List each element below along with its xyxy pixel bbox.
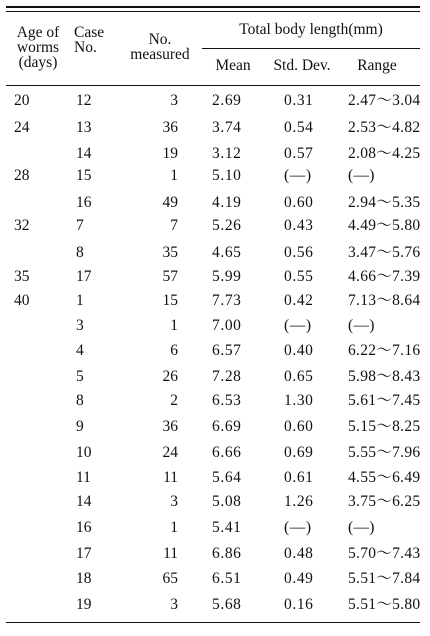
cell-std-dev: 0.55 [284, 268, 314, 285]
cell-mean: 6.51 [212, 570, 242, 587]
header-age-label: Age of worms (days) [16, 24, 60, 71]
cell-range: 5.15～8.25 [348, 418, 421, 435]
cell-range: 5.51～7.84 [348, 570, 421, 587]
cell-range: 6.22～7.16 [348, 342, 421, 359]
cell-mean: 4.19 [212, 194, 242, 211]
cell-range: 5.70～7.43 [348, 545, 421, 562]
cell-mean: 7.73 [212, 292, 242, 309]
cell-mean: 6.53 [212, 392, 242, 409]
cell-case: 12 [76, 92, 92, 109]
cell-case: 16 [76, 194, 92, 211]
cell-case: 14 [76, 145, 92, 162]
cell-case: 15 [76, 167, 92, 184]
cell-age: 35 [14, 268, 30, 285]
cell-range: 3.47～5.76 [348, 244, 421, 261]
cell-case: 14 [76, 493, 92, 510]
cell-std-dev: (—) [284, 167, 312, 184]
cell-measured: 57 [162, 268, 178, 285]
cell-case: 17 [76, 545, 92, 562]
cell-measured: 26 [162, 368, 178, 385]
cell-age: 24 [14, 119, 30, 136]
cell-mean: 5.99 [212, 268, 242, 285]
cell-range: 2.08～4.25 [348, 145, 421, 162]
cell-measured: 49 [162, 194, 178, 211]
cell-std-dev: 0.60 [284, 194, 314, 211]
cell-age: 28 [14, 167, 30, 184]
cell-measured: 65 [162, 570, 178, 587]
cell-age: 20 [14, 92, 30, 109]
header-range: Range [357, 57, 397, 74]
cell-mean: 5.26 [212, 217, 242, 234]
cell-range: 5.61～7.45 [348, 392, 421, 409]
cell-range: 4.55～6.49 [348, 469, 421, 486]
cell-range: (—) [348, 317, 375, 334]
cell-measured: 11 [163, 545, 178, 562]
cell-measured: 35 [162, 244, 178, 261]
cell-range: 2.53～4.82 [348, 119, 421, 136]
cell-measured: 24 [162, 444, 178, 461]
header-std-dev: Std. Dev. [273, 57, 331, 74]
cell-measured: 7 [170, 217, 178, 234]
cell-mean: 6.86 [212, 545, 242, 562]
cell-measured: 3 [170, 596, 178, 613]
cell-std-dev: 0.65 [284, 368, 314, 385]
cell-mean: 6.69 [212, 418, 242, 435]
header-mean: Mean [215, 57, 251, 74]
cell-mean: 5.41 [212, 519, 242, 536]
cell-mean: 7.28 [212, 368, 242, 385]
cell-mean: 3.12 [212, 145, 242, 162]
cell-range: 5.98～8.43 [348, 368, 421, 385]
cell-std-dev: 0.56 [284, 244, 314, 261]
cell-range: 4.66～7.39 [348, 268, 421, 285]
cell-case: 11 [76, 469, 91, 486]
cell-measured: 36 [162, 418, 178, 435]
cell-range: 4.49～5.80 [348, 217, 421, 234]
cell-case: 1 [76, 292, 84, 309]
cell-measured: 1 [170, 519, 178, 536]
cell-case: 17 [76, 268, 92, 285]
cell-measured: 6 [170, 342, 178, 359]
cell-measured: 19 [162, 145, 178, 162]
cell-std-dev: (—) [284, 519, 312, 536]
cell-mean: 5.64 [212, 469, 242, 486]
cell-case: 16 [76, 519, 92, 536]
cell-std-dev: 0.16 [284, 596, 314, 613]
cell-std-dev: 0.57 [284, 145, 314, 162]
cell-measured: 11 [163, 469, 178, 486]
cell-case: 3 [76, 317, 84, 334]
cell-case: 7 [76, 217, 84, 234]
cell-mean: 2.69 [212, 92, 242, 109]
cell-case: 8 [76, 244, 84, 261]
header-measured-label: No. measured [130, 31, 190, 63]
cell-case: 9 [76, 418, 84, 435]
cell-case: 10 [76, 444, 92, 461]
cell-case: 13 [76, 119, 92, 136]
cell-std-dev: 0.31 [284, 92, 314, 109]
cell-std-dev: 0.43 [284, 217, 314, 234]
cell-case: 8 [76, 392, 84, 409]
cell-age: 40 [14, 292, 30, 309]
cell-range: 5.55～7.96 [348, 444, 421, 461]
cell-std-dev: 0.61 [284, 469, 314, 486]
cell-range: 7.13～8.64 [348, 292, 421, 309]
cell-std-dev: 0.60 [284, 418, 314, 435]
cell-std-dev: 0.40 [284, 342, 314, 359]
cell-std-dev: 0.69 [284, 444, 314, 461]
cell-std-dev: 1.26 [284, 493, 314, 510]
cell-case: 18 [76, 570, 92, 587]
cell-age: 32 [14, 217, 30, 234]
cell-std-dev: 0.54 [284, 119, 314, 136]
cell-measured: 1 [170, 317, 178, 334]
header-case-label: Case No. [74, 24, 105, 56]
cell-mean: 7.00 [212, 317, 242, 334]
cell-measured: 15 [162, 292, 178, 309]
cell-std-dev: 0.42 [284, 292, 314, 309]
cell-range: 2.47～3.04 [348, 92, 421, 109]
cell-measured: 2 [170, 392, 178, 409]
cell-measured: 3 [170, 493, 178, 510]
cell-std-dev: (—) [284, 317, 312, 334]
cell-measured: 1 [170, 167, 178, 184]
cell-mean: 6.66 [212, 444, 242, 461]
cell-case: 19 [76, 596, 92, 613]
cell-measured: 36 [162, 119, 178, 136]
cell-mean: 5.10 [212, 167, 242, 184]
cell-range: 2.94～5.35 [348, 194, 421, 211]
cell-case: 4 [76, 342, 84, 359]
cell-mean: 5.68 [212, 596, 242, 613]
cell-std-dev: 1.30 [284, 392, 314, 409]
cell-case: 5 [76, 368, 84, 385]
cell-range: 5.51～5.80 [348, 596, 421, 613]
cell-mean: 3.74 [212, 119, 242, 136]
cell-std-dev: 0.49 [284, 570, 314, 587]
cell-mean: 5.08 [212, 493, 242, 510]
cell-range: (—) [348, 167, 375, 184]
cell-mean: 4.65 [212, 244, 242, 261]
cell-mean: 6.57 [212, 342, 242, 359]
cell-range: 3.75～6.25 [348, 493, 421, 510]
table-bottom-rule [6, 622, 420, 623]
cell-std-dev: 0.48 [284, 545, 314, 562]
cell-range: (—) [348, 519, 375, 536]
cell-measured: 3 [170, 92, 178, 109]
header-total-length: Total body length(mm) [239, 21, 383, 38]
